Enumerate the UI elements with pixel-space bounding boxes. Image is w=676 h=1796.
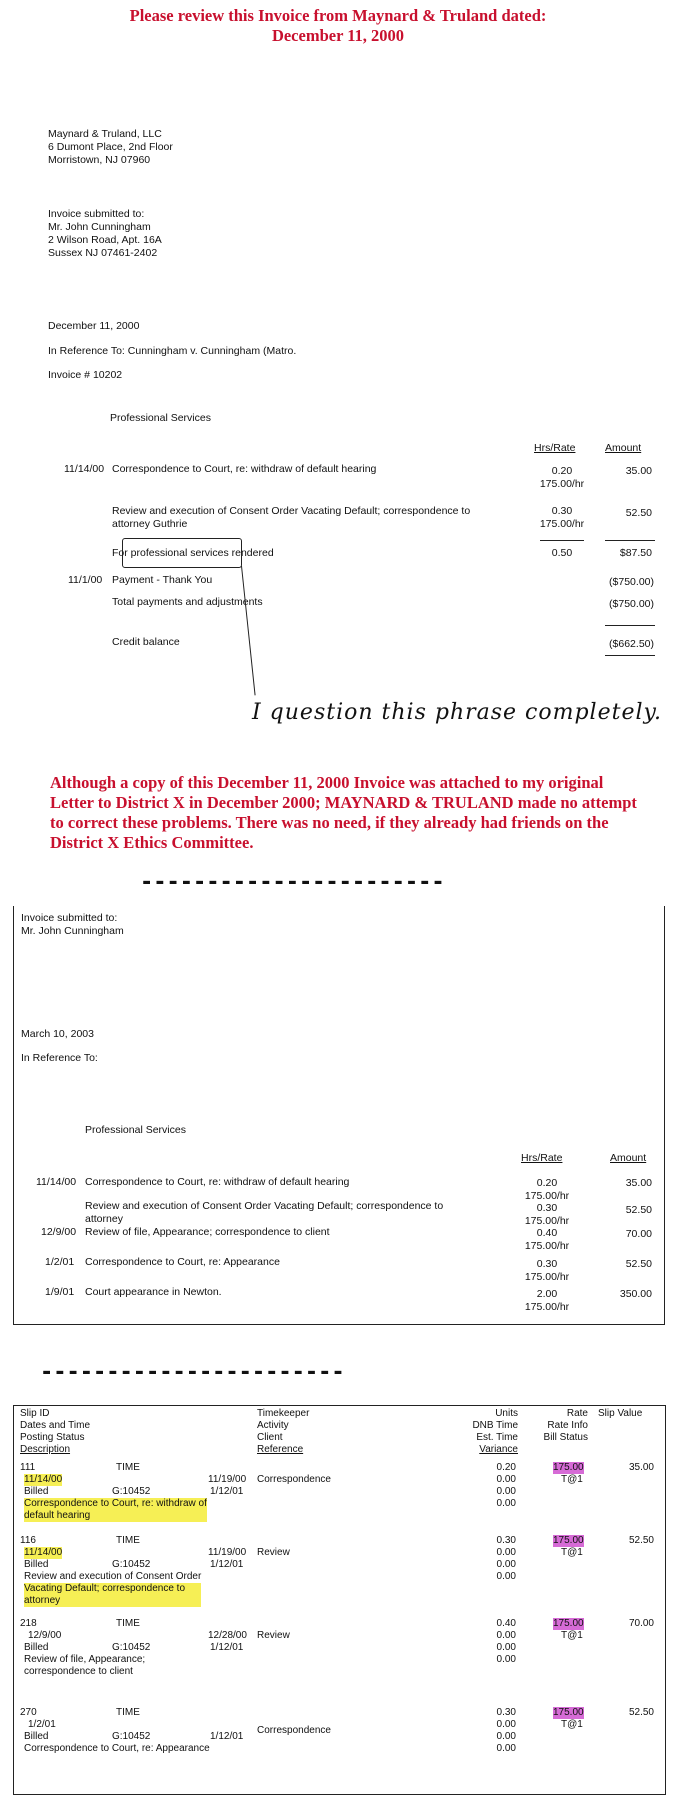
credit-rule [605,625,655,626]
amount-total-rule [605,540,655,541]
slip-units-2: 0.00 [496,1474,516,1485]
slip-billed: Billed [24,1642,49,1653]
invoice-reference: In Reference To: Cunningham v. Cunningham (Matro. [48,345,297,357]
inv2-e5-hrs-value: 2.00 [536,1288,558,1300]
hrs-total-rule [540,540,584,541]
slip-rate: 175.00 [553,1618,584,1629]
col-amount: Amount [605,442,642,454]
hdr-reference: Reference [257,1444,304,1455]
adjustments-amount: ($750.00) [609,598,654,610]
slip-units-1: 0.40 [496,1618,516,1629]
slip-date: 1/2/01 [28,1719,56,1730]
slip-billed: Billed [24,1731,49,1742]
slip-units [474,1618,516,1666]
inv2-submitted [21,912,124,938]
separator-2: ----------------------- [40,1360,345,1385]
slip-type: TIME [116,1707,140,1718]
slip-type: TIME [116,1618,140,1629]
slip-desc [24,1571,201,1607]
col-hrs-rate: Hrs/Rate [534,442,576,454]
inv2-col-hrs: Hrs/Rate [521,1152,563,1164]
inv2-e4-rate-value: 175.00/hr [524,1271,570,1283]
firm-street: 6 Dumont Place, 2nd Floor [48,141,173,153]
slip-units-4: 0.00 [496,1498,516,1509]
slip-units-4: 0.00 [496,1654,516,1665]
slip-date-1: 12/28/00 [208,1630,247,1641]
slip-value: 35.00 [628,1462,654,1473]
payment-label: Payment - Thank You [112,574,213,586]
slip-units-4: 0.00 [496,1571,516,1582]
inv2-e2-desc [85,1200,505,1226]
hdr-timekeeper: Timekeeper [257,1408,310,1419]
slip-id: 218 [20,1618,37,1629]
services-amount: $87.50 [619,547,652,559]
entry1-desc: Correspondence to Court, re: withdraw of default hearing [112,463,377,475]
slip-desc [24,1498,207,1522]
hdr-rate: Rate [566,1408,588,1419]
credit-label: Credit balance [112,636,180,648]
inv2-e5-date: 1/9/01 [45,1286,75,1298]
entry2-desc [112,505,522,531]
slip-activity: Review [257,1630,290,1641]
slip-units-3: 0.00 [496,1642,516,1653]
adjustments-label: Total payments and adjustments [112,596,263,608]
slip-units-3: 0.00 [496,1559,516,1570]
slip-units-2: 0.00 [496,1719,516,1730]
inv2-e5-desc: Court appearance in Newton. [85,1286,222,1298]
slip-date: 12/9/00 [28,1630,62,1641]
payment-amount: ($750.00) [609,576,654,588]
slip-rate-info: T@1 [561,1547,583,1558]
slip-header-col4 [526,1408,588,1444]
invoice-number: Invoice # 10202 [48,369,123,381]
entry2-desc-line1: Review and execution of Consent Order Vacating Default; correspondence to [112,505,471,517]
entry1-hrs [530,465,594,491]
slip-rate-info: T@1 [561,1630,583,1641]
slip-date-2: 1/12/01 [210,1486,244,1497]
entry2-hrs-value: 0.30 [551,505,573,517]
client-name: Mr. John Cunningham [48,221,151,233]
inv2-e4-date: 1/2/01 [45,1256,75,1268]
slip-rate: 175.00 [553,1462,584,1473]
slip-id: 111 [20,1462,36,1473]
inv2-e1-date: 11/14/00 [36,1176,77,1188]
hdr-bill-status: Bill Status [543,1432,588,1443]
slip-date: 11/14/00 [24,1474,63,1485]
client-address [48,208,162,260]
inv2-e3-desc: Review of file, Appearance; correspondence to client [85,1226,330,1238]
handwritten-box [122,538,242,568]
inv2-e2-rate-value: 175.00/hr [524,1215,570,1227]
hdr-slip-id: Slip ID [20,1408,50,1419]
slip-desc [24,1743,210,1755]
slip-units [474,1462,516,1510]
client-city: Sussex NJ 07461-2402 [48,247,158,259]
credit-amount: ($662.50) [609,638,654,650]
inv2-client-name: Mr. John Cunningham [21,925,124,937]
header-line-1: Please review this Invoice from Maynard & Truland dated: [129,6,547,25]
hdr-rate-info: Rate Info [547,1420,588,1431]
hdr-client: Client [257,1432,283,1443]
entry1-hrs-value: 0.20 [551,465,573,477]
slip-desc-line3: attorney [24,1595,201,1607]
invoice-date: December 11, 2000 [48,320,140,332]
slip-header-col3 [450,1408,518,1456]
slip-units-1: 0.30 [496,1535,516,1546]
inv2-e3-hrs [515,1227,579,1253]
slip-rate-info: T@1 [561,1719,583,1730]
services-label: For professional services rendered [112,547,274,559]
slip-g: G:10452 [112,1731,151,1742]
inv2-e3-rate-value: 175.00/hr [524,1240,570,1252]
slip-header-col1 [20,1408,90,1456]
entry1-rate-value: 175.00/hr [539,478,585,490]
inv2-e1-rate-value: 175.00/hr [524,1190,570,1202]
slip-date-2: 1/12/01 [210,1642,244,1653]
payment-date: 11/1/00 [68,574,103,586]
inv2-e1-amount: 35.00 [625,1177,652,1189]
inv2-e2-amount: 52.50 [625,1204,652,1216]
slip-id: 116 [20,1535,36,1546]
slip-value: 52.50 [628,1535,654,1546]
slip-date-1: 11/19/00 [208,1547,247,1558]
inv2-e1-hrs-value: 0.20 [536,1177,558,1189]
inv2-section-title: Professional Services [85,1124,186,1136]
entry1-date: 11/14/00 [64,463,105,475]
slip-g: G:10452 [112,1486,151,1497]
services-hrs: 0.50 [551,547,573,559]
handwritten-pointer-line [241,566,256,695]
slip-billed: Billed [24,1486,49,1497]
submitted-label: Invoice submitted to: [48,208,145,220]
credit-underline [605,655,655,656]
inv2-e2-hrs-value: 0.30 [536,1202,558,1214]
slip-type: TIME [116,1462,140,1473]
slip-date-2: 1/12/01 [210,1559,244,1570]
slip-units-1: 0.20 [496,1462,516,1473]
hdr-dnb-time: DNB Time [472,1420,518,1431]
slip-rate: 175.00 [553,1535,584,1546]
slip-header-col2 [257,1408,309,1456]
slip-units-2: 0.00 [496,1630,516,1641]
slip-units [474,1535,516,1583]
slip-rate: 175.00 [553,1707,584,1718]
slip-id: 270 [20,1707,37,1718]
slip-date: 11/14/00 [24,1547,63,1558]
slip-header-col5: Slip Value [598,1408,643,1419]
section-title: Professional Services [110,412,211,424]
hdr-activity: Activity [257,1420,289,1431]
hdr-dates-time: Dates and Time [20,1420,91,1431]
hdr-est-time: Est. Time [476,1432,518,1443]
slip-g: G:10452 [112,1559,151,1570]
entry1-amount: 35.00 [625,465,652,477]
comment-paragraph: Although a copy of this December 11, 2000 Invoice was attached to my original Letter to District X in December 2000; MAYNARD & TRULAND made no attempt to correct these problems. There was no need, if they already had friends on the District X Ethics Committee. [50,773,637,852]
slip-activity: Correspondence [257,1474,331,1485]
header-line-2: December 11, 2000 [271,26,405,45]
page-header [0,6,676,46]
inv2-e2-hrs [515,1202,579,1228]
slip-activity: Review [257,1547,290,1558]
slip-type: TIME [116,1535,140,1546]
inv2-e2-desc-line1: Review and execution of Consent Order Vacating Default; correspondence to [85,1200,444,1212]
slip-rate-info: T@1 [561,1474,583,1485]
inv2-e3-amount: 70.00 [625,1228,652,1240]
slip-units-3: 0.00 [496,1486,516,1497]
entry2-rate-value: 175.00/hr [539,518,585,530]
hdr-description: Description [20,1444,71,1455]
entry2-desc-line2: attorney Guthrie [112,518,188,530]
inv2-date: March 10, 2003 [21,1028,94,1040]
slip-units-2: 0.00 [496,1547,516,1558]
slip-desc-line2: correspondence to client [24,1666,133,1677]
slip-units [474,1707,516,1755]
slip-desc-line1: Review and execution of Consent Order [24,1571,202,1582]
inv2-e2-desc-line2: attorney [85,1213,123,1225]
slip-units-3: 0.00 [496,1731,516,1742]
inv2-e3-date: 12/9/00 [41,1226,77,1238]
hdr-units: Units [495,1408,518,1419]
slip-value: 70.00 [628,1618,654,1629]
inv2-e1-desc: Correspondence to Court, re: withdraw of default hearing [85,1176,350,1188]
inv2-e3-hrs-value: 0.40 [536,1227,558,1239]
inv2-e4-amount: 52.50 [625,1258,652,1270]
slip-activity: Correspondence [257,1725,331,1736]
slip-desc-line2: Vacating Default; correspondence to [24,1583,201,1595]
slip-date-2: 1/12/01 [210,1731,244,1742]
inv2-submitted-label: Invoice submitted to: [21,912,118,924]
inv2-e5-rate-value: 175.00/hr [524,1301,570,1313]
client-street: 2 Wilson Road, Apt. 16A [48,234,162,246]
slip-desc-line2: default hearing [24,1510,207,1522]
firm-name: Maynard & Truland, LLC [48,128,162,140]
slip-billed: Billed [24,1559,49,1570]
entry2-amount: 52.50 [625,507,652,519]
hdr-posting-status: Posting Status [20,1432,85,1443]
inv2-e1-hrs [515,1177,579,1203]
slip-desc-line1: Correspondence to Court, re: withdraw of [24,1498,207,1509]
inv2-e5-amount: 350.00 [619,1288,652,1300]
inv2-e4-hrs [515,1258,579,1284]
handwritten-note: I question this phrase completely. [252,700,663,725]
slip-desc [24,1654,145,1678]
separator-1: ----------------------- [140,870,445,895]
slip-desc-line1: Review of file, Appearance; [24,1654,146,1665]
inv2-e4-hrs-value: 0.30 [536,1258,558,1270]
slip-units-4: 0.00 [496,1743,516,1754]
inv2-e4-desc: Correspondence to Court, re: Appearance [85,1256,280,1268]
slip-value: 52.50 [628,1707,654,1718]
firm-address [48,128,173,167]
slip-g: G:10452 [112,1642,151,1653]
entry2-hrs [530,505,594,531]
slip-date-1: 11/19/00 [208,1474,247,1485]
inv2-reference: In Reference To: [21,1052,98,1064]
slip-units-1: 0.30 [496,1707,516,1718]
inv2-col-amount: Amount [610,1152,647,1164]
hdr-variance: Variance [479,1444,518,1455]
inv2-e5-hrs [515,1288,579,1314]
slip-desc-line1: Correspondence to Court, re: Appearance [24,1743,210,1754]
firm-city: Morristown, NJ 07960 [48,154,151,166]
